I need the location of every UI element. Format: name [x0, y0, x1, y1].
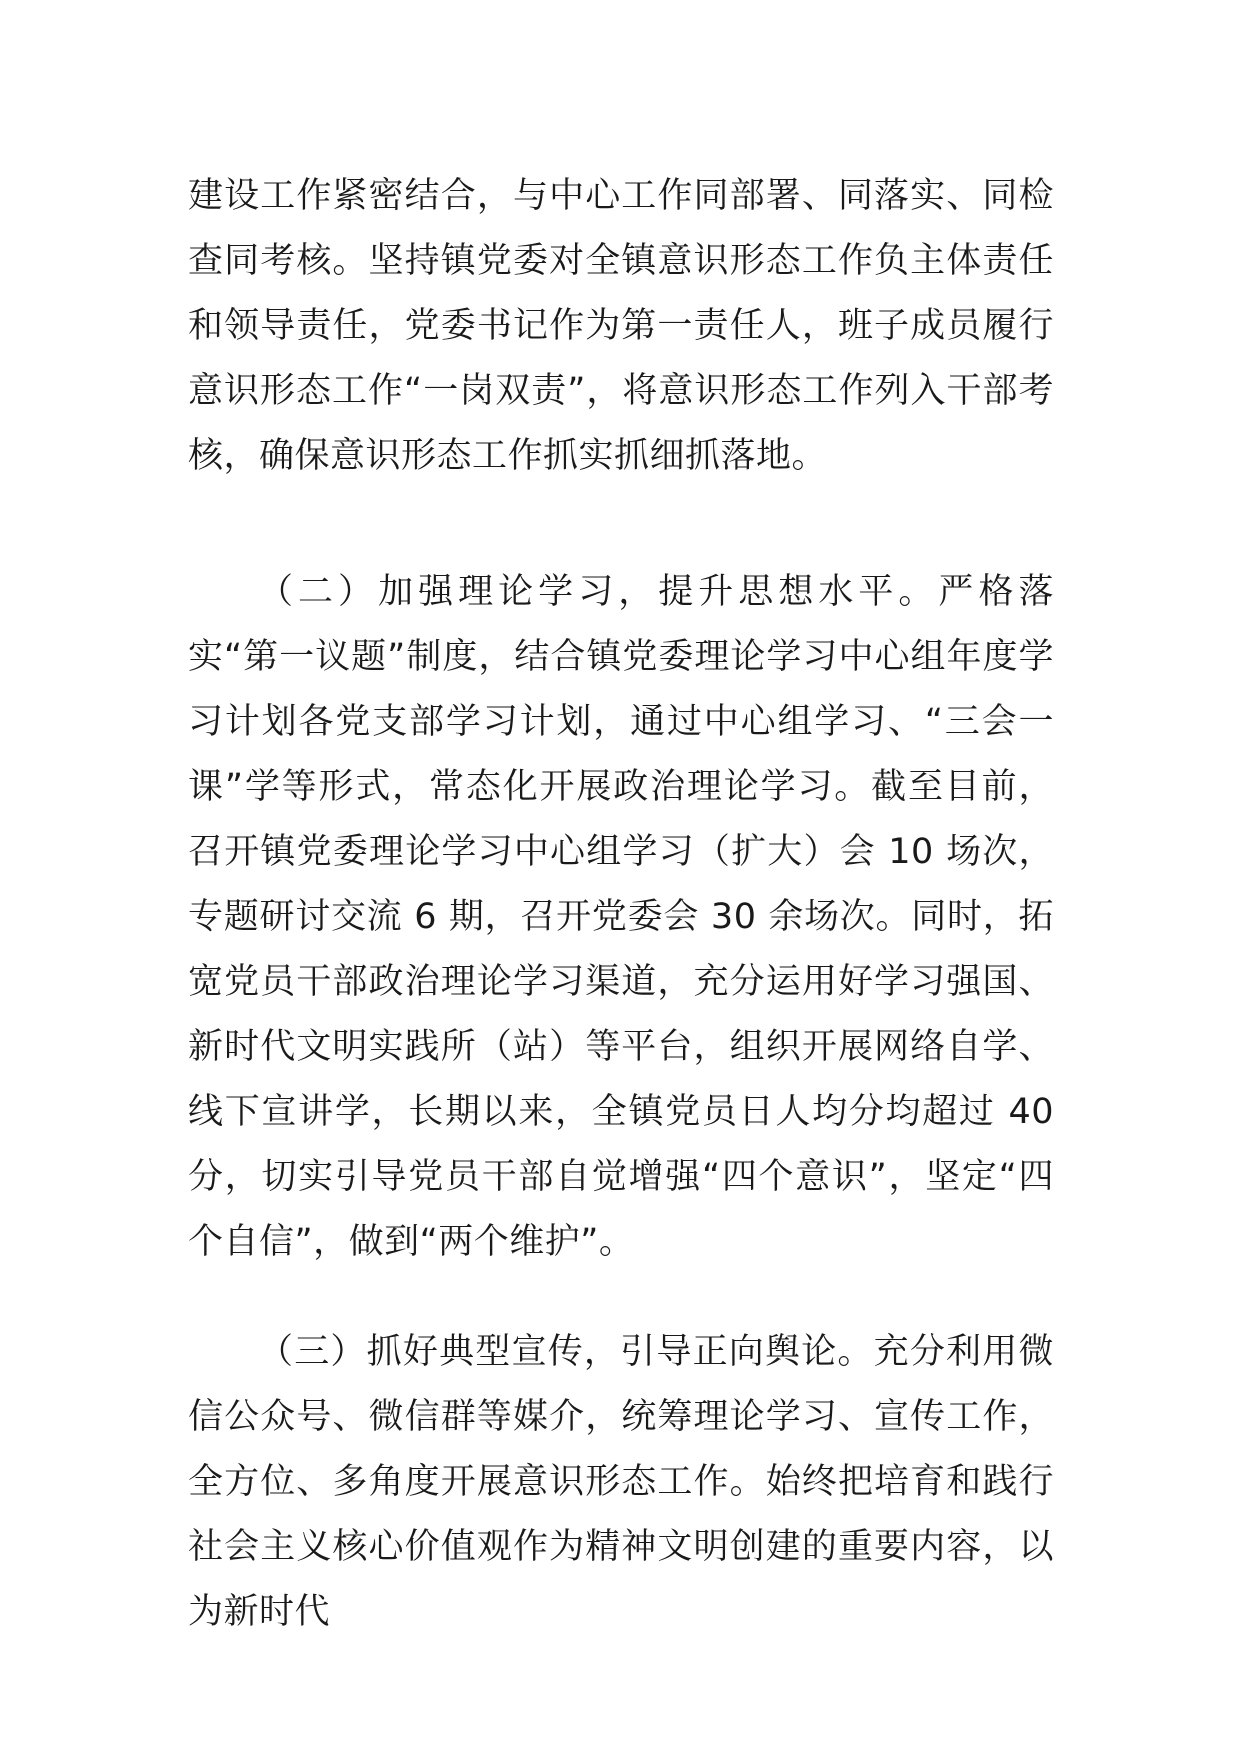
paragraph-publicity: （三）抓好典型宣传，引导正向舆论。充分利用微信公众号、微信群等媒介，统筹理论学习、宣传工作，全方位、多角度开展意识形态工作。始终把培育和践行社会主义核心价值观作为精神文明创建的重要内容，以为新时代: [188, 1332, 1054, 1632]
paragraph-theory-study: （二）加强理论学习，提升思想水平。严格落实“第一议题”制度，结合镇党委理论学习中心组年度学习计划各党支部学习计划，通过中心组学习、“三会一课”学等形式，常态化开展政治理论学习。截至目前，召开镇党委理论学习中心组学习（扩大）会 10 场次，专题研讨交流 6 期，召开党委会 30 余场次。同时，拓宽党员干部政治理论学习渠道，充分运用好学习强国、新时代文明实践所（站）等平台，组织开展网络自学、线下宣讲学，长期以来，全镇党员日人均分均超过 40 分，切实引导党员干部自觉增强“四个意识”，坚定“四个自信”，做到“两个维护”。: [188, 572, 1054, 1262]
paragraph-continuation: 建设工作紧密结合，与中心工作同部署、同落实、同检查同考核。坚持镇党委对全镇意识形态工作负主体责任和领导责任，党委书记作为第一责任人，班子成员履行意识形态工作“一岗双责”，将意识形态工作列入干部考核，确保意识形态工作抓实抓细抓落地。: [188, 176, 1054, 476]
